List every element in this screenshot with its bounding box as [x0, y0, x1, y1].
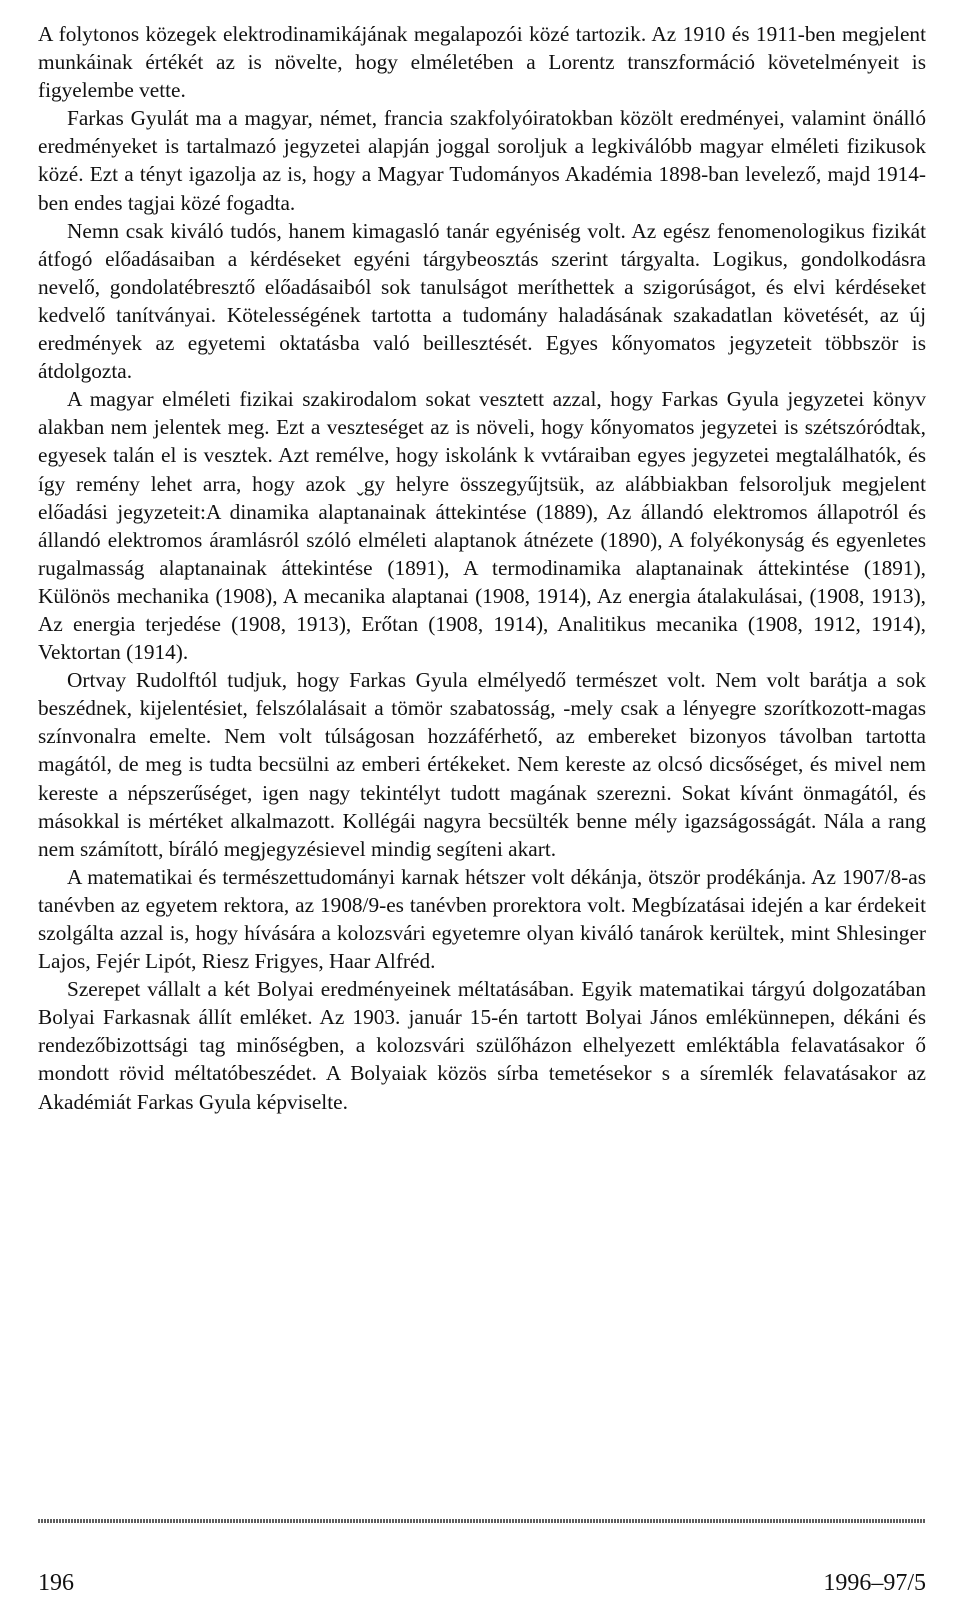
paragraph-1: A folytonos közegek elektrodinamikájának megalapozói közé tartozik. Az 1910 és 1911-ben megjelent munkáinak értékét az is növelte, hogy elméletében a Lorentz transzformáció követelményeit is figyelembe vette. [38, 22, 926, 103]
paragraph-2: Farkas Gyulát ma a magyar, német, francia szakfolyóiratokban közölt eredményei, valamint önálló eredményeket is tartalmazó jegyzetei alapján joggal soroljuk a legkiválóbb magyar elméleti fizikusok közé. Ezt a tényt igazolja az is, hogy a Magyar Tudományos Akadémia 1898-ban levelező, majd 1914-ben endes tagjai közé fogadta. [38, 106, 926, 215]
article-body [38, 20, 926, 1116]
footer-divider [38, 1519, 926, 1523]
paragraph-3: Nemn csak kiváló tudós, hanem kimagasló tanár egyéniség volt. Az egész fenomenologikus fizikát átfogó előadásaiban a kérdéseket egyéni tárgybeosztás szerint tárgyalta. Logikus, gondolkodásra nevelő, gondolatébresztő előadásaiból sok tanulságot meríthettek a szigorúságot, és elvi kérdéseket kedvelő tanítványai. Kötelességének tartotta a tudomány haladásának szakadatlan követését, az új eredmények az egyetemi oktatásba való beillesztését. Egyes kőnyomatos jegyzeteit többször is átdolgozta. [38, 218, 926, 384]
paragraph-6: A matematikai és természettudományi karnak hétszer volt dékánja, ötször prodékánja. Az 1907/8-as tanévben az egyetem rektora, az 1908/9-es tanévben prorektora volt. Megbízatásai idején a kar érdekeit szolgálta azzal is, hogy hívására a kolozsvári egyetemre olyan kiváló tanárok kerültek, mint Shlesinger Lajos, Fejér Lipót, Riesz Frigyes, Haar Alfréd. [38, 864, 926, 974]
issue-number: 1996–97/5 [823, 1570, 926, 1596]
page-footer [38, 1567, 926, 1599]
paragraph-5: Ortvay Rudolftól tudjuk, hogy Farkas Gyula elmélyedő természet volt. Nem volt barátja a sok beszédnek, kijelentésiet, felszólalásait a tömör szabatosság, -mely csak a lényegre szorítkozott-magas színvonalra emelte. Nem volt túlságosan hozzáférhető, az embereket bizonyos távolban tartotta magától, de meg is tudta becsülni az emberi értékeket. Nem kereste az olcsó dicsőséget, és mivel nem kereste a népszerűséget, igen nagy tekintélyt tudott magának szerezni. Sokat kívánt önmagától, és másokkal is mértéket alkalmazott. Kollégái nagyra becsülték benne mély igazságosságát. Nála a rang nem számított, bíráló megjegyzésievel mindig segíteni akart. [38, 668, 926, 861]
page-number: 196 [38, 1570, 74, 1596]
paragraph-4: A magyar elméleti fizikai szakirodalom sokat vesztett azzal, hogy Farkas Gyula jegyzetei könyv alakban nem jelentek meg. Ezt a veszteséget az is növeli, hogy kőnyomatos jegyzetei is szétszóródtak, egyesek talán el is vesztek. Azt remélve, hogy iskolánk k vvtáraiban egyes jegyzetei megtalálhatók, és így remény lehet arra, hogy azok ˬgy helyre összegyűjtsük, az alábbiakban felsoroljuk megjelent előadási jegyzeteit:A dinamika alaptanainak áttekintése (1889), Az állandó elektromos állapotról és állandó elektromos áramlásról szóló elméleti alaptanok átnézete (1890), A folyékonyság és egyenletes rugalmasság alaptanainak áttekintése (1891), A termodinamika alaptanainak áttekintése (1891), Különös mechanika (1908), A mecanika alaptanai (1908, 1914), Az energia átalakulásai, (1908, 1913), Az energia terjedése (1908, 1913), Erőtan (1908, 1914), Analitikus mecanika (1908, 1912, 1914), Vektortan (1914). [38, 387, 926, 665]
paragraph-7: Szerepet vállalt a két Bolyai eredményeinek méltatásában. Egyik matematikai tárgyú dolgozatában Bolyai Farkasnak állít emléket. Az 1903. január 15-én tartott Bolyai János emlékünnepen, dékáni és rendezőbizottsági tag minőségben, a kolozsvári szülőházon elhelyezett emléktábla felavatásakor ő mondott rövid méltatóbeszédet. A Bolyaiak közös sírba temetésekor s a síremlék felavatásakor az Akadémiát Farkas Gyula képviselte. [38, 977, 926, 1114]
